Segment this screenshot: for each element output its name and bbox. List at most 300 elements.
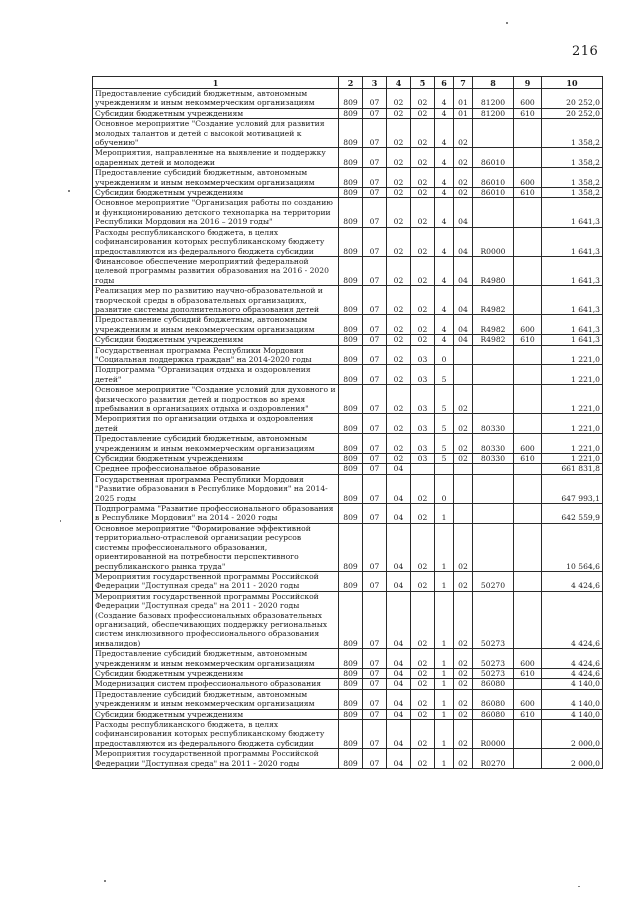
row-code-cell-2: 809: [339, 385, 363, 414]
row-code-cell-3: 07: [363, 591, 387, 648]
row-code-cell-8: 80330: [473, 414, 514, 434]
row-code-cell-7: 02: [454, 188, 473, 198]
row-code-cell-7: 01: [454, 89, 473, 109]
row-name-cell: Расходы республиканского бюджета, в целях софинансирования которых республиканскому бюджету предоставляются из федерального бюджета субсидии: [93, 720, 339, 749]
row-sum-cell: 1 221,0: [542, 345, 603, 365]
row-sum-cell: 4 140,0: [542, 689, 603, 709]
row-code-cell-9: [514, 720, 542, 749]
row-code-cell-3: 07: [363, 709, 387, 719]
table-row: [93, 414, 603, 434]
row-code-cell-2: 809: [339, 689, 363, 709]
row-code-cell-7: [454, 345, 473, 365]
row-sum-cell: 2 000,0: [542, 720, 603, 749]
row-code-cell-3: 07: [363, 89, 387, 109]
row-code-cell-8: 50273: [473, 668, 514, 678]
row-code-cell-9: [514, 504, 542, 524]
row-code-cell-7: 02: [454, 168, 473, 188]
row-code-cell-7: 01: [454, 108, 473, 118]
row-code-cell-4: 02: [387, 286, 411, 315]
row-code-cell-2: 809: [339, 504, 363, 524]
row-code-cell-3: 07: [363, 188, 387, 198]
row-code-cell-8: 86010: [473, 148, 514, 168]
row-code-cell-9: [514, 523, 542, 571]
row-code-cell-7: 02: [454, 119, 473, 148]
row-code-cell-2: 809: [339, 198, 363, 227]
row-code-cell-3: 07: [363, 649, 387, 669]
row-code-cell-3: 07: [363, 315, 387, 335]
row-code-cell-6: 1: [435, 591, 454, 648]
row-code-cell-9: [514, 414, 542, 434]
row-code-cell-4: 04: [387, 668, 411, 678]
row-code-cell-2: 809: [339, 668, 363, 678]
row-code-cell-8: [473, 504, 514, 524]
row-code-cell-7: 04: [454, 335, 473, 345]
row-sum-cell: 2 000,0: [542, 749, 603, 769]
row-name-cell: Основное мероприятие "Формирование эффективной территориально-отраслевой организации ресурсов системы профессионального образования, ориентированной на потребности перспективного республиканского рынка труда": [93, 523, 339, 571]
row-sum-cell: 4 424,6: [542, 591, 603, 648]
row-code-cell-8: 80330: [473, 454, 514, 464]
row-code-cell-4: 04: [387, 720, 411, 749]
row-code-cell-4: 02: [387, 385, 411, 414]
row-code-cell-4: 04: [387, 591, 411, 648]
row-code-cell-9: 610: [514, 454, 542, 464]
row-sum-cell: 1 221,0: [542, 434, 603, 454]
row-code-cell-4: 04: [387, 571, 411, 591]
row-code-cell-2: 809: [339, 148, 363, 168]
row-code-cell-2: 809: [339, 709, 363, 719]
row-code-cell-7: 04: [454, 227, 473, 256]
row-code-cell-7: [454, 464, 473, 474]
row-name-cell: Модернизация систем профессионального образования: [93, 679, 339, 689]
column-header-6: 6: [435, 77, 454, 89]
row-code-cell-5: 02: [411, 227, 435, 256]
row-code-cell-8: 86010: [473, 168, 514, 188]
row-code-cell-6: 4: [435, 198, 454, 227]
row-code-cell-5: 02: [411, 108, 435, 118]
row-code-cell-9: 610: [514, 335, 542, 345]
scan-speck: [578, 886, 580, 887]
row-code-cell-3: 07: [363, 571, 387, 591]
row-code-cell-8: 80330: [473, 434, 514, 454]
table-row: [93, 345, 603, 365]
row-code-cell-5: 03: [411, 434, 435, 454]
row-code-cell-4: 04: [387, 679, 411, 689]
row-code-cell-3: 07: [363, 119, 387, 148]
row-code-cell-6: 4: [435, 148, 454, 168]
row-code-cell-3: 07: [363, 385, 387, 414]
row-code-cell-9: [514, 198, 542, 227]
row-sum-cell: 10 564,6: [542, 523, 603, 571]
row-code-cell-5: 02: [411, 89, 435, 109]
table-row: [93, 709, 603, 719]
scan-speck: [104, 880, 106, 882]
row-code-cell-5: 02: [411, 523, 435, 571]
table-row: [93, 434, 603, 454]
row-code-cell-4: 02: [387, 227, 411, 256]
row-code-cell-3: 07: [363, 256, 387, 285]
row-code-cell-5: 02: [411, 720, 435, 749]
row-code-cell-5: 02: [411, 188, 435, 198]
row-code-cell-3: 07: [363, 689, 387, 709]
row-name-cell: Предоставление субсидий бюджетным, автономным учреждениям и иным некоммерческим организациям: [93, 315, 339, 335]
row-code-cell-8: 81200: [473, 89, 514, 109]
column-header-9: 9: [514, 77, 542, 89]
row-code-cell-3: 07: [363, 720, 387, 749]
row-code-cell-2: 809: [339, 454, 363, 464]
row-code-cell-5: 02: [411, 335, 435, 345]
row-code-cell-4: 02: [387, 108, 411, 118]
row-code-cell-7: 02: [454, 385, 473, 414]
column-header-5: 5: [411, 77, 435, 89]
row-code-cell-6: 1: [435, 668, 454, 678]
row-code-cell-3: 07: [363, 365, 387, 385]
row-code-cell-4: 04: [387, 504, 411, 524]
row-code-cell-3: 07: [363, 504, 387, 524]
row-code-cell-7: 02: [454, 148, 473, 168]
row-code-cell-2: 809: [339, 168, 363, 188]
row-code-cell-6: 1: [435, 720, 454, 749]
row-code-cell-5: 02: [411, 474, 435, 503]
row-code-cell-8: 50270: [473, 571, 514, 591]
row-name-cell: Мероприятия, направленные на выявление и поддержку одаренных детей и молодежи: [93, 148, 339, 168]
row-code-cell-6: 4: [435, 256, 454, 285]
row-code-cell-8: R4982: [473, 315, 514, 335]
row-code-cell-3: 07: [363, 345, 387, 365]
row-name-cell: Финансовое обеспечение мероприятий федеральной целевой программы развития образования на 2016 - 2020 годы: [93, 256, 339, 285]
row-code-cell-2: 809: [339, 315, 363, 335]
table-row: [93, 256, 603, 285]
row-code-cell-9: [514, 474, 542, 503]
row-code-cell-7: [454, 504, 473, 524]
row-code-cell-6: [435, 464, 454, 474]
row-name-cell: Субсидии бюджетным учреждениям: [93, 108, 339, 118]
row-code-cell-3: 07: [363, 668, 387, 678]
row-name-cell: Субсидии бюджетным учреждениям: [93, 335, 339, 345]
row-code-cell-6: 1: [435, 649, 454, 669]
row-code-cell-3: 07: [363, 108, 387, 118]
row-code-cell-9: 600: [514, 434, 542, 454]
row-code-cell-2: 809: [339, 434, 363, 454]
row-code-cell-3: 07: [363, 474, 387, 503]
row-code-cell-2: 809: [339, 571, 363, 591]
row-sum-cell: 20 252,0: [542, 108, 603, 118]
row-code-cell-3: 07: [363, 523, 387, 571]
row-code-cell-9: 610: [514, 188, 542, 198]
row-code-cell-8: R4982: [473, 286, 514, 315]
row-code-cell-6: 4: [435, 286, 454, 315]
table-row: [93, 227, 603, 256]
row-code-cell-9: [514, 749, 542, 769]
table-row: [93, 474, 603, 503]
row-code-cell-8: R4980: [473, 256, 514, 285]
row-code-cell-2: 809: [339, 523, 363, 571]
row-code-cell-2: 809: [339, 89, 363, 109]
row-sum-cell: 1 641,3: [542, 335, 603, 345]
row-name-cell: Мероприятия государственной программы Российской Федерации "Доступная среда" на 2011 - 2020 годы: [93, 749, 339, 769]
table-row: [93, 749, 603, 769]
row-name-cell: Предоставление субсидий бюджетным, автономным учреждениям и иным некоммерческим организациям: [93, 649, 339, 669]
row-code-cell-6: 5: [435, 385, 454, 414]
row-code-cell-6: 0: [435, 474, 454, 503]
row-code-cell-9: [514, 591, 542, 648]
row-code-cell-3: 07: [363, 434, 387, 454]
row-code-cell-4: 02: [387, 335, 411, 345]
row-code-cell-2: 809: [339, 227, 363, 256]
row-name-cell: Подпрограмма "Развитие профессионального образования в Республике Мордовия" на 2014 - 2020 годы: [93, 504, 339, 524]
row-code-cell-2: 809: [339, 679, 363, 689]
row-name-cell: Расходы республиканского бюджета, в целях софинансирования которых республиканскому бюджету предоставляются из федерального бюджета субсидии: [93, 227, 339, 256]
row-code-cell-4: 04: [387, 649, 411, 669]
row-sum-cell: 4 424,6: [542, 649, 603, 669]
row-sum-cell: 1 641,3: [542, 227, 603, 256]
row-code-cell-5: 02: [411, 571, 435, 591]
row-code-cell-4: 02: [387, 188, 411, 198]
row-code-cell-2: 809: [339, 464, 363, 474]
table-row: [93, 464, 603, 474]
column-header-2: 2: [339, 77, 363, 89]
row-sum-cell: 4 140,0: [542, 679, 603, 689]
row-code-cell-7: 02: [454, 571, 473, 591]
row-code-cell-8: [473, 365, 514, 385]
row-code-cell-6: 1: [435, 523, 454, 571]
row-code-cell-9: [514, 286, 542, 315]
row-code-cell-9: [514, 571, 542, 591]
row-code-cell-6: 1: [435, 689, 454, 709]
table-row: [93, 523, 603, 571]
row-code-cell-7: 02: [454, 434, 473, 454]
page-number: 216: [572, 44, 599, 59]
table-row: [93, 315, 603, 335]
table-header-row: [93, 77, 603, 89]
row-code-cell-5: 02: [411, 286, 435, 315]
row-code-cell-8: [473, 119, 514, 148]
row-code-cell-4: 02: [387, 198, 411, 227]
row-code-cell-8: 50273: [473, 649, 514, 669]
row-sum-cell: 642 559,9: [542, 504, 603, 524]
row-code-cell-8: [473, 198, 514, 227]
row-code-cell-4: 04: [387, 474, 411, 503]
row-sum-cell: 1 641,3: [542, 286, 603, 315]
column-header-7: 7: [454, 77, 473, 89]
row-code-cell-4: 02: [387, 345, 411, 365]
row-code-cell-9: [514, 679, 542, 689]
column-header-8: 8: [473, 77, 514, 89]
row-code-cell-6: 4: [435, 119, 454, 148]
row-code-cell-5: 02: [411, 148, 435, 168]
row-code-cell-6: 5: [435, 365, 454, 385]
table-row: [93, 504, 603, 524]
row-sum-cell: 1 221,0: [542, 414, 603, 434]
row-code-cell-8: R0000: [473, 227, 514, 256]
row-code-cell-6: 5: [435, 454, 454, 464]
row-code-cell-9: 600: [514, 89, 542, 109]
table-row: [93, 689, 603, 709]
row-code-cell-2: 809: [339, 188, 363, 198]
row-code-cell-6: 4: [435, 188, 454, 198]
row-sum-cell: 4 424,6: [542, 668, 603, 678]
row-code-cell-5: 02: [411, 679, 435, 689]
row-code-cell-5: 02: [411, 649, 435, 669]
table-row: [93, 571, 603, 591]
row-name-cell: Субсидии бюджетным учреждениям: [93, 668, 339, 678]
row-code-cell-3: 07: [363, 679, 387, 689]
row-code-cell-9: [514, 227, 542, 256]
row-name-cell: Мероприятия государственной программы Российской Федерации "Доступная среда" на 2011 - 2020 годы (Создание базовых профессиональных образовательных организаций, обеспечивающих поддержку региональных систем инклюзивного профессионального образования инвалидов): [93, 591, 339, 648]
row-code-cell-9: [514, 464, 542, 474]
row-code-cell-7: 04: [454, 315, 473, 335]
row-code-cell-6: 1: [435, 504, 454, 524]
row-code-cell-9: 610: [514, 668, 542, 678]
row-sum-cell: 4 140,0: [542, 709, 603, 719]
row-sum-cell: 1 641,3: [542, 256, 603, 285]
row-name-cell: Мероприятия по организации отдыха и оздоровления детей: [93, 414, 339, 434]
row-code-cell-3: 07: [363, 168, 387, 188]
row-code-cell-9: [514, 365, 542, 385]
table-row: [93, 365, 603, 385]
row-code-cell-9: 610: [514, 709, 542, 719]
row-sum-cell: 1 641,3: [542, 315, 603, 335]
row-name-cell: Субсидии бюджетным учреждениям: [93, 709, 339, 719]
row-code-cell-4: 02: [387, 89, 411, 109]
row-code-cell-7: [454, 365, 473, 385]
table-row: [93, 335, 603, 345]
row-code-cell-7: 04: [454, 286, 473, 315]
row-name-cell: Субсидии бюджетным учреждениям: [93, 188, 339, 198]
row-code-cell-6: 4: [435, 89, 454, 109]
row-code-cell-6: 0: [435, 345, 454, 365]
row-code-cell-8: [473, 464, 514, 474]
row-code-cell-7: 02: [454, 414, 473, 434]
row-code-cell-7: 02: [454, 523, 473, 571]
row-code-cell-3: 07: [363, 227, 387, 256]
row-sum-cell: 647 993,1: [542, 474, 603, 503]
table-row: [93, 119, 603, 148]
row-code-cell-6: 4: [435, 335, 454, 345]
row-name-cell: Подпрограмма "Организация отдыха и оздоровления детей": [93, 365, 339, 385]
row-code-cell-3: 07: [363, 414, 387, 434]
row-code-cell-5: [411, 464, 435, 474]
row-code-cell-5: 03: [411, 385, 435, 414]
row-name-cell: Основное мероприятие "Создание условий для развития молодых талантов и детей с высокой мотивацией к обучению": [93, 119, 339, 148]
row-code-cell-9: [514, 345, 542, 365]
row-code-cell-9: 610: [514, 108, 542, 118]
row-code-cell-8: R0270: [473, 749, 514, 769]
row-code-cell-3: 07: [363, 749, 387, 769]
row-code-cell-4: 02: [387, 148, 411, 168]
row-code-cell-6: 5: [435, 434, 454, 454]
row-code-cell-5: 03: [411, 414, 435, 434]
row-code-cell-5: 02: [411, 749, 435, 769]
row-code-cell-7: 02: [454, 679, 473, 689]
row-code-cell-5: 03: [411, 454, 435, 464]
row-code-cell-8: 86080: [473, 709, 514, 719]
row-code-cell-4: 02: [387, 434, 411, 454]
row-code-cell-9: [514, 256, 542, 285]
row-code-cell-2: 809: [339, 256, 363, 285]
row-code-cell-8: 81200: [473, 108, 514, 118]
row-name-cell: Мероприятия государственной программы Российской Федерации "Доступная среда" на 2011 - 2020 годы: [93, 571, 339, 591]
row-code-cell-4: 02: [387, 414, 411, 434]
row-code-cell-4: 04: [387, 709, 411, 719]
row-code-cell-5: 03: [411, 365, 435, 385]
table-row: [93, 649, 603, 669]
row-code-cell-4: 02: [387, 454, 411, 464]
row-code-cell-8: 86010: [473, 188, 514, 198]
row-code-cell-7: [454, 474, 473, 503]
row-code-cell-5: 02: [411, 689, 435, 709]
row-sum-cell: 1 358,2: [542, 148, 603, 168]
row-code-cell-5: 02: [411, 168, 435, 188]
row-code-cell-2: 809: [339, 649, 363, 669]
scan-speck: [506, 22, 508, 24]
table-row: [93, 148, 603, 168]
row-code-cell-3: 07: [363, 335, 387, 345]
table-body: [93, 89, 603, 769]
scan-speck: [68, 190, 70, 192]
row-code-cell-7: 02: [454, 709, 473, 719]
row-code-cell-6: 4: [435, 168, 454, 188]
row-code-cell-3: 07: [363, 148, 387, 168]
row-code-cell-5: 02: [411, 709, 435, 719]
row-code-cell-7: 02: [454, 668, 473, 678]
row-code-cell-5: 02: [411, 668, 435, 678]
row-code-cell-3: 07: [363, 286, 387, 315]
row-sum-cell: 1 358,2: [542, 168, 603, 188]
table-row: [93, 108, 603, 118]
row-sum-cell: 1 358,2: [542, 119, 603, 148]
row-code-cell-9: [514, 385, 542, 414]
row-code-cell-2: 809: [339, 108, 363, 118]
row-code-cell-5: 02: [411, 256, 435, 285]
row-code-cell-4: 02: [387, 365, 411, 385]
row-code-cell-9: [514, 148, 542, 168]
row-code-cell-6: 1: [435, 749, 454, 769]
row-code-cell-4: 04: [387, 523, 411, 571]
row-sum-cell: 1 221,0: [542, 454, 603, 464]
row-name-cell: Государственная программа Республики Мордовия "Развитие образования в Республике Мордовия" на 2014-2025 годы: [93, 474, 339, 503]
table-row: [93, 720, 603, 749]
column-header-10: 10: [542, 77, 603, 89]
column-header-3: 3: [363, 77, 387, 89]
row-sum-cell: 661 831,8: [542, 464, 603, 474]
row-code-cell-8: [473, 523, 514, 571]
row-name-cell: Предоставление субсидий бюджетным, автономным учреждениям и иным некоммерческим организациям: [93, 168, 339, 188]
row-code-cell-7: 02: [454, 689, 473, 709]
row-name-cell: Государственная программа Республики Мордовия "Социальная поддержка граждан" на 2014-2020 годы: [93, 345, 339, 365]
row-name-cell: Основное мероприятие "Создание условий для духовного и физического развития детей и подростков во время пребывания в организациях отдыха и оздоровления": [93, 385, 339, 414]
row-name-cell: Предоставление субсидий бюджетным, автономным учреждениям и иным некоммерческим организациям: [93, 689, 339, 709]
table-row: [93, 198, 603, 227]
row-code-cell-9: 600: [514, 649, 542, 669]
row-code-cell-7: 04: [454, 198, 473, 227]
row-code-cell-9: 600: [514, 689, 542, 709]
row-code-cell-6: 1: [435, 709, 454, 719]
row-code-cell-2: 809: [339, 591, 363, 648]
row-code-cell-8: 86080: [473, 679, 514, 689]
row-code-cell-7: 02: [454, 749, 473, 769]
table-row: [93, 89, 603, 109]
column-header-4: 4: [387, 77, 411, 89]
row-code-cell-2: 809: [339, 345, 363, 365]
table-row: [93, 168, 603, 188]
row-code-cell-2: 809: [339, 335, 363, 345]
row-code-cell-7: 02: [454, 720, 473, 749]
row-code-cell-8: [473, 474, 514, 503]
row-code-cell-8: 86080: [473, 689, 514, 709]
row-code-cell-9: 600: [514, 168, 542, 188]
row-sum-cell: 1 358,2: [542, 188, 603, 198]
row-code-cell-4: 02: [387, 168, 411, 188]
